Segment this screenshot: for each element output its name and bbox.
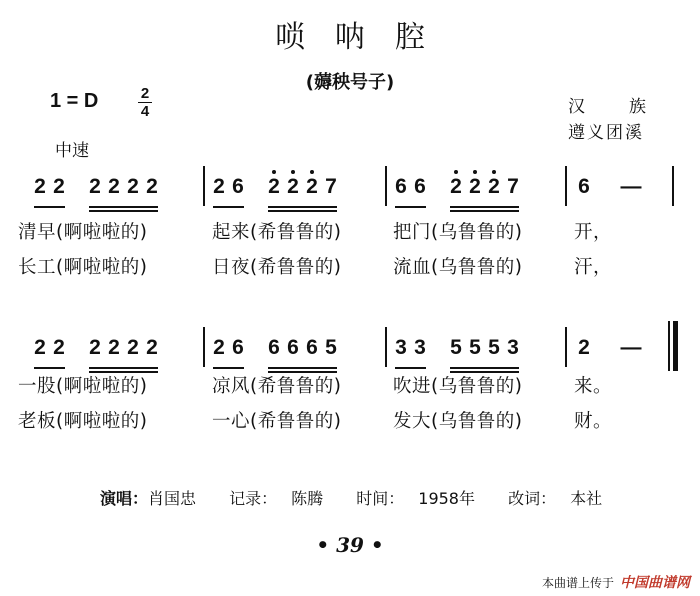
tempo-marking: 中速 [55, 141, 89, 161]
note: 2 [213, 175, 225, 198]
note-group [578, 337, 590, 367]
note: 7 [325, 175, 337, 198]
note: 2 [146, 175, 158, 198]
note: 2 [108, 336, 120, 359]
lyric-segment: 财。 [574, 411, 613, 432]
credit-lyrics: 改词： 本社 [508, 489, 603, 508]
high-octave-dot [291, 170, 295, 174]
lyric-segment: 把门(乌鲁鲁的) [393, 222, 523, 243]
barline [203, 327, 205, 367]
measure [34, 337, 158, 369]
lyric-segment: 吹进(乌鲁鲁的) [393, 376, 523, 397]
lyric-segment: 日夜(希鲁鲁的) [212, 257, 342, 278]
lyric-segment: 清早(啊啦啦的) [18, 222, 148, 243]
note-group [89, 337, 158, 369]
high-octave-dot [454, 170, 458, 174]
note-group [213, 337, 244, 369]
note: 7 [507, 175, 519, 198]
song-subtitle: (薅秧号子) [305, 72, 395, 93]
key-signature: 1 = D [50, 90, 99, 112]
page-number: • 39 • [316, 533, 384, 557]
note-group [450, 176, 519, 208]
note-group [620, 337, 642, 367]
credit-singer: 演唱：肖国忠 [100, 489, 197, 508]
note-group [268, 337, 337, 369]
note-group [450, 337, 519, 369]
note-group [395, 176, 426, 208]
extension-dash: — [620, 175, 642, 198]
note: 2 [578, 336, 590, 359]
high-octave-dot [272, 170, 276, 174]
credits-line [100, 486, 630, 509]
time-signature [138, 86, 152, 119]
barline [385, 166, 387, 206]
lyric-segment: 汗， [574, 257, 613, 278]
note: 6 [232, 175, 244, 198]
note: 5 [488, 336, 500, 359]
measure [578, 337, 642, 367]
note: 2 [268, 176, 280, 198]
note: 6 [232, 336, 244, 359]
note-group [268, 176, 337, 208]
measure [34, 176, 158, 208]
note: 6 [306, 336, 318, 359]
note-group [395, 337, 426, 369]
note: 6 [287, 336, 299, 359]
measure [213, 337, 337, 369]
note-group [34, 176, 65, 208]
final-barline-thick [673, 321, 678, 371]
note: 2 [146, 336, 158, 359]
note: 3 [414, 336, 426, 359]
note: 2 [53, 336, 65, 359]
note: 2 [89, 175, 101, 198]
note-group [578, 176, 590, 206]
song-title: 唢呐腔 [275, 20, 455, 55]
note: 2 [108, 175, 120, 198]
note: 2 [127, 175, 139, 198]
lyric-segment: 发大(乌鲁鲁的) [393, 411, 523, 432]
note-group [34, 337, 65, 369]
note: 5 [469, 336, 481, 359]
note: 2 [450, 176, 462, 198]
measure [213, 176, 337, 208]
note: 6 [395, 175, 407, 198]
high-octave-dot [492, 170, 496, 174]
lyric-segment: 开， [574, 222, 613, 243]
high-octave-dot [473, 170, 477, 174]
note: 2 [213, 336, 225, 359]
barline [565, 327, 567, 367]
note: 6 [268, 336, 280, 359]
note: 2 [34, 175, 46, 198]
measure [578, 176, 642, 206]
time-signature-top: 2 [140, 85, 150, 102]
watermark [542, 572, 690, 592]
note: 3 [507, 336, 519, 359]
note: 5 [325, 336, 337, 359]
note-group [213, 176, 244, 208]
lyric-segment: 凉风(希鲁鲁的) [212, 376, 342, 397]
note: 2 [287, 176, 299, 198]
lyric-segment: 流血(乌鲁鲁的) [393, 257, 523, 278]
credit-recorder: 记录： 陈腾 [229, 489, 324, 508]
note: 2 [469, 176, 481, 198]
time-signature-bottom: 4 [140, 103, 150, 120]
lyric-segment: 一心(希鲁鲁的) [212, 411, 342, 432]
note: 2 [488, 176, 500, 198]
lyric-segment: 起来(希鲁鲁的) [212, 222, 342, 243]
watermark-logo: 中国曲谱网 [620, 575, 690, 591]
origin-label: 遵义团溪 [568, 123, 644, 143]
barline [385, 327, 387, 367]
note-group [89, 176, 158, 208]
lyric-segment: 来。 [574, 376, 613, 397]
note: 3 [395, 336, 407, 359]
note: 2 [34, 336, 46, 359]
credit-date: 时间： 1958年 [356, 489, 475, 508]
note-group [620, 176, 642, 206]
barline [203, 166, 205, 206]
note: 2 [127, 336, 139, 359]
barline [565, 166, 567, 206]
measure [395, 176, 519, 208]
note: 2 [53, 175, 65, 198]
extension-dash: — [620, 336, 642, 359]
lyric-segment: 一股(啊啦啦的) [18, 376, 148, 397]
note: 6 [578, 175, 590, 198]
note: 2 [89, 336, 101, 359]
note: 5 [450, 336, 462, 359]
note: 2 [306, 176, 318, 198]
high-octave-dot [310, 170, 314, 174]
lyric-segment: 老板(啊啦啦的) [18, 411, 148, 432]
watermark-text: 本曲谱上传于 [541, 576, 614, 590]
note: 6 [414, 175, 426, 198]
ethnic-label: 汉族 [568, 97, 690, 117]
final-barline [668, 321, 670, 371]
barline [672, 166, 674, 206]
lyric-segment: 长工(啊啦啦的) [18, 257, 148, 278]
measure [395, 337, 519, 369]
